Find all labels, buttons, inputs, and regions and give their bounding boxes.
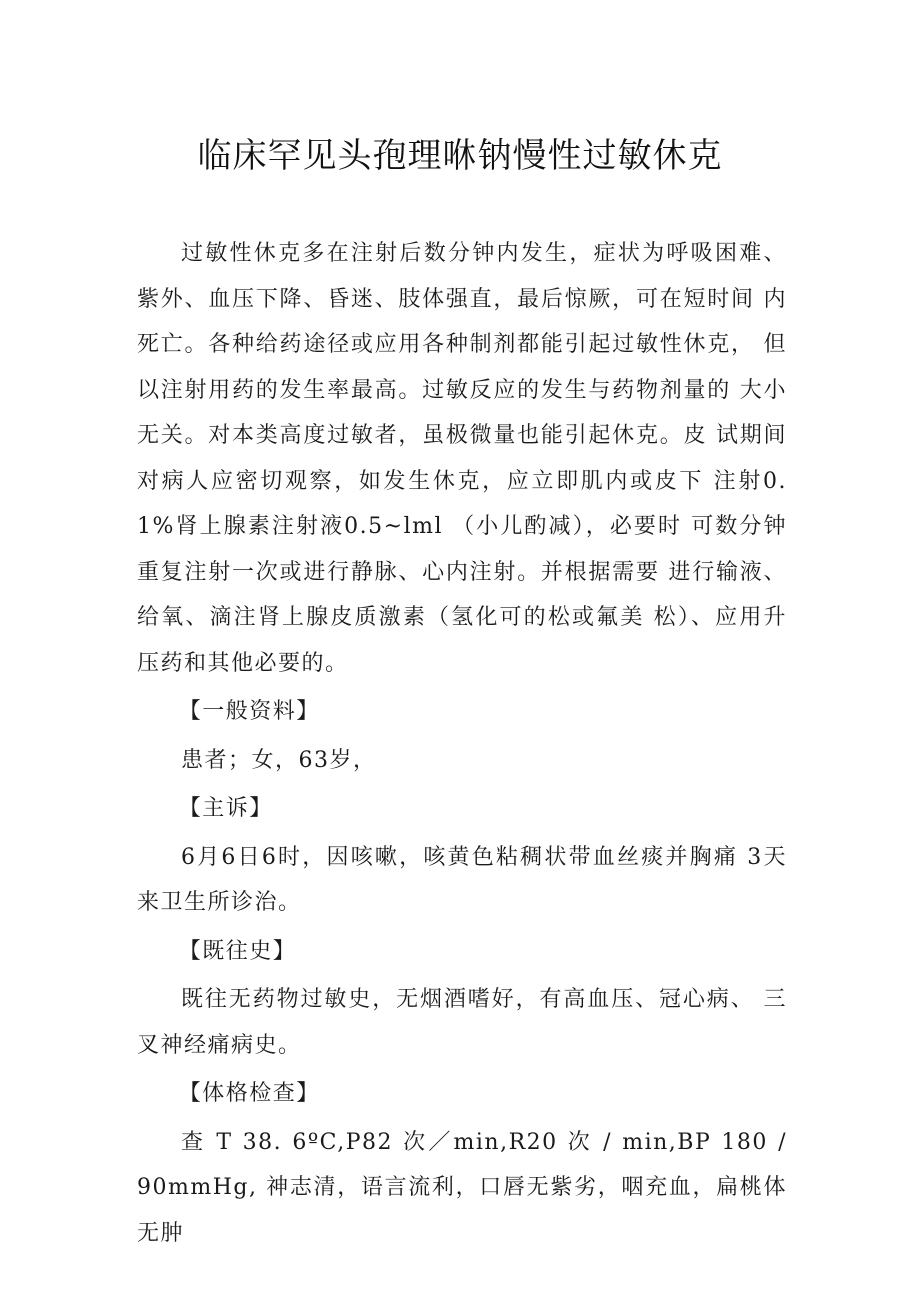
section-text-chief-complaint: 6月6日6时，因咳嗽，咳黄色粘稠状带血丝痰并胸痛 3天来卫生所诊治。 bbox=[137, 844, 787, 915]
document-title: 临床罕见头孢理咻钠慢性过敏休克 bbox=[197, 136, 723, 176]
section-heading-general-info: 【一般资料】 bbox=[178, 699, 320, 724]
document-body bbox=[137, 228, 787, 1256]
section-text-general-info: 患者；女，63岁， bbox=[181, 747, 377, 773]
section-heading-physical-exam: 【体格检查】 bbox=[178, 1081, 320, 1106]
section-heading-past-history: 【既往史】 bbox=[178, 938, 297, 964]
section-text-past-history: 既往无药物过敏史，无烟酒嗜好，有高血压、冠心病、 三叉神经痛病史。 bbox=[137, 987, 787, 1058]
section-heading-chief-complaint: 【主诉】 bbox=[178, 796, 273, 821]
section-text-physical-exam: 查 T 38. 6ºC,P82 次／min,R20 次 / min,BP 180 / 90mmHg, 神志清，语言流利，口唇无紫劣，咽充血，扁桃体无肿 bbox=[137, 1129, 787, 1246]
intro-paragraph: 过敏性休克多在注射后数分钟内发生，症状为呼吸困难、 紫外、血压下降、昏迷、肢体强直，最后惊厥，可在短时间 内死亡。各种给药途径或应用各种制剂都能引起过敏性休克， 但以注射用药的发生率最高。过敏反应的发生与药物剂量的 大小无关。对本类高度过敏者，虽极微量也能引起休克。皮 试期间对病人应密切观察，如发生休克，应立即肌内或皮下 注射0. 1%肾上腺素注射液0.5~lml （小儿酌减），必要时 可数分钟重复注射一次或进行静脉、心内注射。并根据需要 进行输液、给氧、滴注肾上腺皮质激素（氢化可的松或氟美 松）、应用升压药和其他必要的。 bbox=[137, 241, 787, 676]
